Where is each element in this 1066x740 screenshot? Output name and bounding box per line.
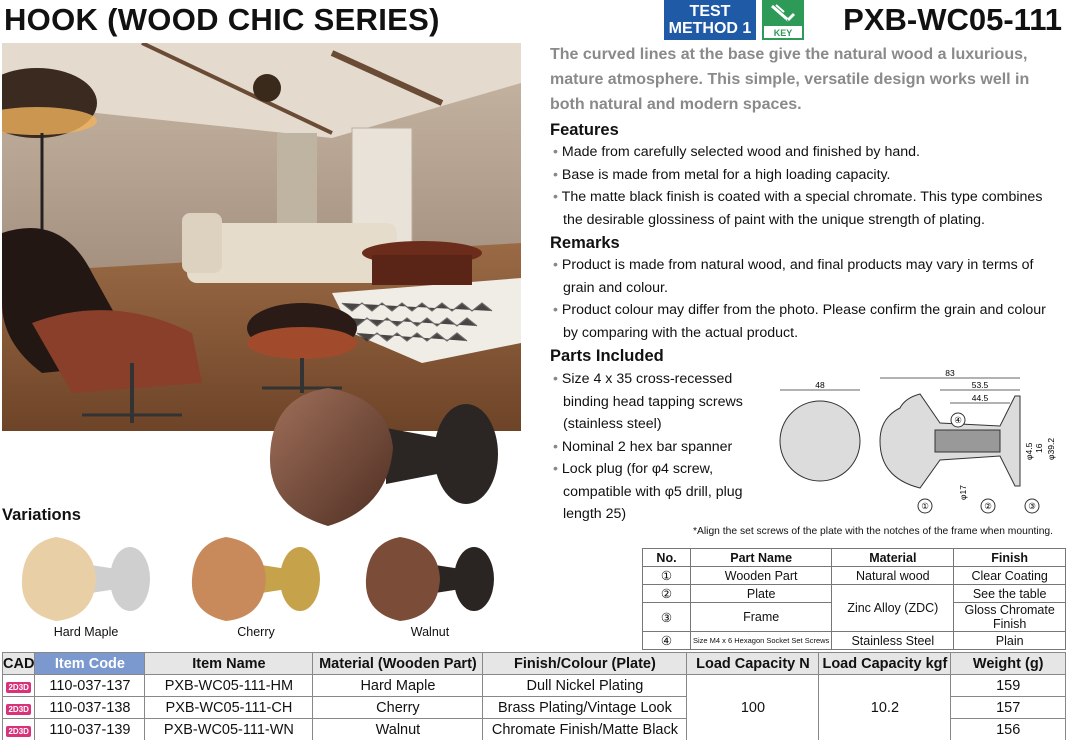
variation-cherry — [186, 535, 326, 645]
item-code: 110-037-139 — [35, 719, 145, 740]
item-code: 110-037-137 — [35, 675, 145, 697]
parts-included-list — [550, 368, 755, 526]
part-name: Plate — [691, 585, 832, 603]
page-title: HOOK (WOOD CHIC SERIES) — [4, 2, 440, 37]
part-no: ① — [643, 567, 691, 585]
table-header: CAD — [3, 653, 35, 675]
mounting-note: *Align the set screws of the plate with the notches of the frame when mounting. — [693, 526, 1054, 537]
item-name: PXB-WC05-111-WN — [145, 719, 313, 740]
part-finish: Clear Coating — [954, 567, 1066, 585]
parts-included-heading: Parts Included — [550, 347, 664, 365]
hook-thumbnail — [362, 535, 498, 623]
part-material: Stainless Steel — [832, 632, 954, 650]
callout-label: ④ — [954, 415, 962, 425]
table-header: Finish — [954, 549, 1066, 567]
item-finish: Dull Nickel Plating — [483, 675, 687, 697]
room-photo — [2, 43, 521, 431]
parts-table — [642, 548, 1066, 650]
callout-label: ③ — [1028, 501, 1036, 511]
dim-label: φ39.2 — [1046, 437, 1056, 460]
list-item: • The matte black finish is coated with a special chromate. This type combines the desirable glossiness of paint with the unique strength of plating. — [550, 186, 1064, 231]
part-name: Size M4 x 6 Hexagon Socket Set Screws — [691, 632, 832, 650]
test-method-badge: TEST METHOD 1 — [664, 0, 756, 40]
part-no: ② — [643, 585, 691, 603]
remarks-list — [550, 254, 1064, 344]
dim-label: 16 — [1034, 443, 1044, 453]
dim-label: 44.5 — [971, 393, 989, 403]
list-item: • Product colour may differ from the photo. Please confirm the grain and colour by comparing with the actual product. — [550, 299, 1064, 344]
item-name: PXB-WC05-111-HM — [145, 675, 313, 697]
item-weight: 159 — [951, 675, 1066, 697]
table-header: Weight (g) — [951, 653, 1066, 675]
callout-label: ② — [984, 501, 992, 511]
table-header: Load Capacity N — [687, 653, 819, 675]
item-material: Hard Maple — [313, 675, 483, 697]
item-name: PXB-WC05-111-CH — [145, 697, 313, 719]
item-material: Cherry — [313, 697, 483, 719]
hex-key-label: HEX KEY — [773, 18, 793, 38]
table-row — [643, 585, 1066, 603]
list-item: • Base is made from metal for a high loading capacity. — [550, 164, 1064, 187]
table-header: Material (Wooden Part) — [313, 653, 483, 675]
load-capacity-kgf: 10.2 — [819, 675, 951, 740]
table-header: Material — [832, 549, 954, 567]
features-heading: Features — [550, 121, 619, 139]
item-weight: 157 — [951, 697, 1066, 719]
hex-key-badge — [762, 0, 804, 40]
variation-hard-maple — [16, 535, 156, 645]
dim-label: 83 — [945, 368, 955, 378]
list-item: • Made from carefully selected wood and finished by hand. — [550, 141, 1064, 164]
list-item: • Product is made from natural wood, and final products may vary in terms of grain and colour. — [550, 254, 1064, 299]
part-material: Zinc Alloy (ZDC) — [832, 585, 954, 632]
list-item: • Size 4 x 35 cross-recessed binding head tapping screws (stainless steel) — [550, 368, 755, 436]
product-code: PXB-WC05-111 — [843, 2, 1062, 37]
table-row — [3, 675, 1066, 697]
variation-label: Walnut — [410, 625, 450, 639]
table-row — [643, 567, 1066, 585]
dim-label: φ17 — [958, 485, 968, 500]
part-finish: Plain — [954, 632, 1066, 650]
list-item: • Lock plug (for φ4 screw, compatible with φ5 drill, plug length 25) — [550, 458, 755, 526]
item-finish: Brass Plating/Vintage Look — [483, 697, 687, 719]
table-header: Part Name — [691, 549, 832, 567]
part-no: ③ — [643, 603, 691, 632]
list-item: • Nominal 2 hex bar spanner — [550, 436, 755, 459]
remarks-heading: Remarks — [550, 234, 620, 252]
variation-label: Hard Maple — [53, 625, 119, 639]
item-material: Walnut — [313, 719, 483, 740]
item-code: 110-037-138 — [35, 697, 145, 719]
table-row — [643, 632, 1066, 650]
cad-download-badge[interactable]: 2D3D — [8, 704, 29, 714]
part-finish: Gloss Chromate Finish — [954, 603, 1066, 632]
intro-text: The curved lines at the base give the natural wood a luxurious, mature atmosphere. This simple, versatile design works well in both natural and modern spaces. — [550, 46, 1030, 113]
cad-download-badge[interactable]: 2D3D — [8, 726, 29, 736]
variation-label: Cherry — [237, 625, 275, 639]
table-header: Load Capacity kgf — [819, 653, 951, 675]
hook-thumbnail — [18, 535, 154, 623]
cad-download-badge[interactable]: 2D3D — [8, 682, 29, 692]
part-name: Frame — [691, 603, 832, 632]
table-header: Item Name — [145, 653, 313, 675]
features-list — [550, 141, 1064, 231]
technical-drawing — [770, 368, 1062, 514]
load-capacity-n: 100 — [687, 675, 819, 740]
hook-product-photo — [268, 388, 518, 528]
item-weight: 156 — [951, 719, 1066, 740]
part-finish: See the table — [954, 585, 1066, 603]
dim-label: 48 — [815, 380, 825, 390]
table-header: Item Code — [35, 653, 145, 675]
variations-heading: Variations — [2, 506, 81, 524]
part-no: ④ — [643, 632, 691, 650]
items-table — [2, 652, 1066, 740]
hook-thumbnail — [188, 535, 324, 623]
part-name: Wooden Part — [691, 567, 832, 585]
item-finish: Chromate Finish/Matte Black — [483, 719, 687, 740]
callout-label: ① — [921, 501, 929, 511]
variation-walnut — [360, 535, 500, 645]
dim-label: 53.5 — [971, 380, 989, 390]
part-material: Natural wood — [832, 567, 954, 585]
table-header: No. — [643, 549, 691, 567]
table-header: Finish/Colour (Plate) — [483, 653, 687, 675]
dim-label: φ4.5 — [1024, 442, 1034, 460]
